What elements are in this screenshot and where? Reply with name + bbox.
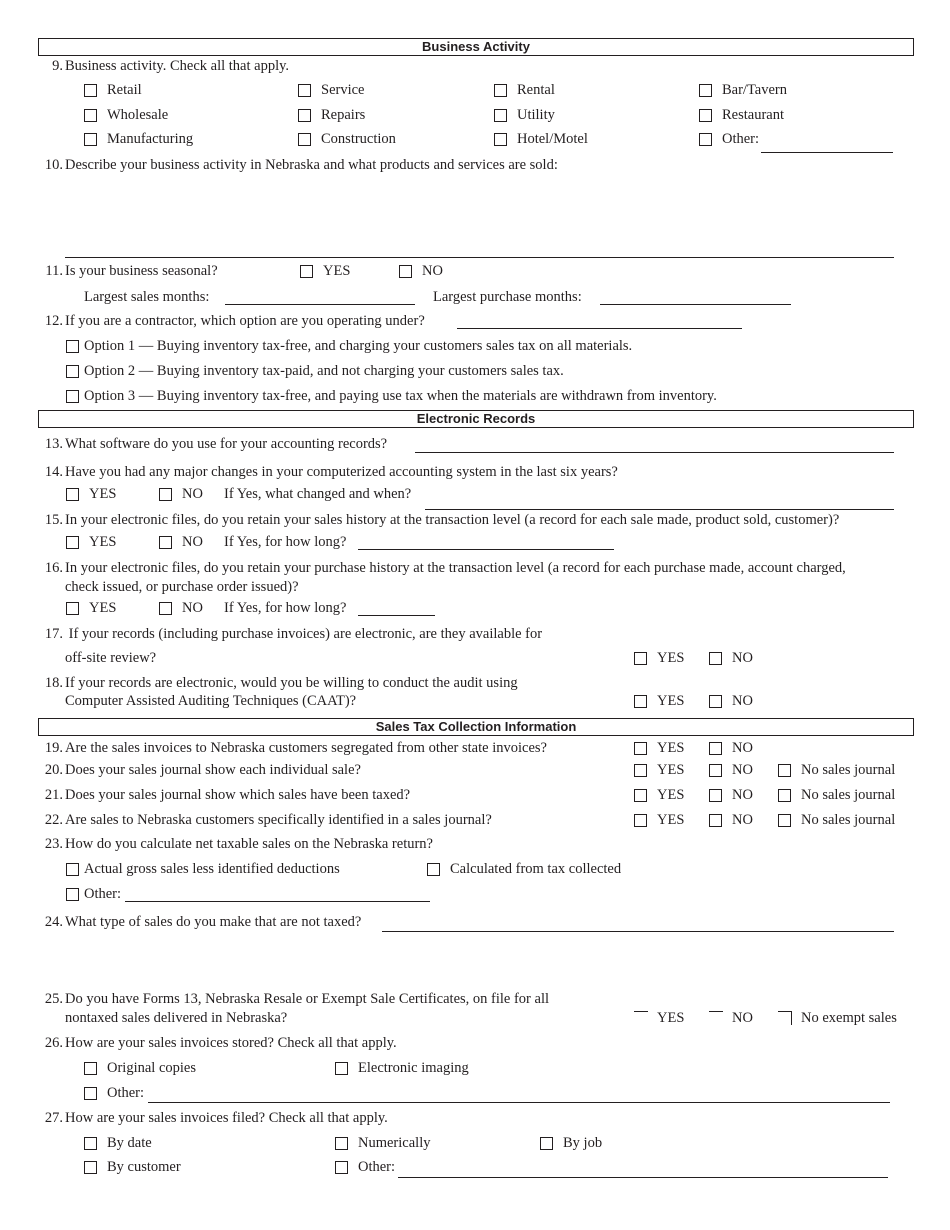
question-text: Does your sales journal show each individual sale? (65, 762, 361, 778)
checkbox-manufacturing[interactable] (84, 133, 97, 146)
label-no: NO (182, 534, 203, 550)
question-text: If you are a contractor, which option are you operating under? (65, 313, 425, 329)
section-header-sales-tax: Sales Tax Collection Information (38, 718, 914, 736)
checkbox-q20-yes[interactable] (634, 764, 647, 777)
label-no: NO (422, 263, 443, 279)
checkbox-q27-other[interactable] (335, 1161, 348, 1174)
label-q27-other: Other: (358, 1159, 396, 1175)
checkbox-construction[interactable] (298, 133, 311, 146)
label-other-activity: Other: (722, 131, 760, 147)
question-17 (37, 626, 542, 643)
option-3-label: Option 3 (84, 388, 136, 404)
checkbox-q21-no[interactable] (709, 789, 722, 802)
question-text: Is your business seasonal? (65, 263, 218, 279)
label-yes: YES (323, 263, 351, 279)
checkbox-utility[interactable] (494, 109, 507, 122)
question-text: Are the sales invoices to Nebraska customers segregated from other state invoices? (65, 740, 547, 756)
label-no: NO (732, 762, 753, 778)
question-number: 14. (44, 464, 63, 480)
question-number: 10. (44, 157, 63, 173)
question-18-line-2: Computer Assisted Auditing Techniques (CAAT)? (65, 693, 357, 709)
question-19 (37, 740, 547, 757)
contractor-option-line[interactable] (457, 328, 742, 329)
question-text-line-1: If your records are electronic, would you be willing to conduct the audit using (65, 675, 518, 691)
question-number: 27. (44, 1110, 63, 1126)
question-text: In your electronic files, do you retain your sales history at the transaction level (a record for each sale made, product sold, customer)? (65, 512, 840, 528)
question-number: 9. (52, 58, 63, 74)
label-actual-gross-sales: Actual gross sales less identified deductions (84, 861, 340, 877)
label-construction: Construction (321, 131, 396, 147)
checkbox-q16-yes[interactable] (66, 602, 79, 615)
checkbox-q19-yes[interactable] (634, 742, 647, 755)
checkbox-actual-gross-sales[interactable] (66, 863, 79, 876)
business-description-line[interactable] (65, 257, 894, 258)
option-3: Option 3 — Buying inventory tax-free, and paying use tax when the materials are withdrawn from inventory. (84, 388, 717, 404)
question-text-line-1: If your records (including purchase invoices) are electronic, are they available for (68, 626, 543, 642)
question-text: Describe your business activity in Nebraska and what products and services are sold: (65, 157, 558, 173)
question-18 (37, 675, 518, 692)
section-header-electronic-records: Electronic Records (38, 410, 914, 428)
checkbox-q17-no[interactable] (709, 652, 722, 665)
label-q26-other: Other: (107, 1085, 145, 1101)
label-repairs: Repairs (321, 107, 366, 123)
label-no: NO (182, 486, 203, 502)
question-14 (37, 464, 618, 481)
label-yes: YES (89, 486, 117, 502)
checkbox-option-2[interactable] (66, 365, 79, 378)
label-yes: YES (657, 812, 685, 828)
question-number: 13. (44, 436, 63, 452)
label-yes: YES (657, 787, 685, 803)
option-3-text: Buying inventory tax-free, and paying use tax when the materials are withdrawn from inventory. (156, 388, 717, 404)
label-retail: Retail (107, 82, 142, 98)
checkbox-q14-no[interactable] (159, 488, 172, 501)
checkbox-q14-yes[interactable] (66, 488, 79, 501)
question-number: 21. (44, 787, 63, 803)
question-27 (37, 1110, 388, 1127)
question-23 (37, 836, 433, 853)
label-no-sales-journal: No sales journal (801, 762, 896, 778)
question-25 (37, 991, 549, 1008)
checkbox-option-1[interactable] (66, 340, 79, 353)
q15-followup-line[interactable] (358, 549, 614, 550)
question-12 (37, 313, 425, 330)
checkbox-option-3[interactable] (66, 390, 79, 403)
checkbox-by-customer[interactable] (84, 1161, 97, 1174)
label-largest-sales-months: Largest sales months: (84, 289, 210, 305)
option-2-text: Buying inventory tax-paid, and not charging your customers sales tax. (156, 363, 564, 379)
label-manufacturing: Manufacturing (107, 131, 194, 147)
label-no: NO (182, 600, 203, 616)
question-text: Are sales to Nebraska customers specifically identified in a sales journal? (65, 812, 492, 828)
checkbox-q22-no[interactable] (709, 814, 722, 827)
checkbox-rental[interactable] (494, 84, 507, 97)
question-text: What type of sales do you make that are not taxed? (65, 914, 362, 930)
label-yes: YES (657, 1010, 685, 1026)
label-electronic-imaging: Electronic imaging (358, 1060, 469, 1076)
question-17-line-2: off-site review? (65, 650, 157, 666)
label-no-sales-journal: No sales journal (801, 787, 896, 803)
option-1-label: Option 1 (84, 338, 136, 354)
question-text-line-1: In your electronic files, do you retain your purchase history at the transaction level (a record for each purchase made, account charged, (65, 560, 846, 576)
checkbox-q23-other[interactable] (66, 888, 79, 901)
label-calculated-from-tax: Calculated from tax collected (450, 861, 622, 877)
label-no: NO (732, 740, 753, 756)
question-22 (37, 812, 492, 829)
label-no-exempt-sales: No exempt sales (801, 1010, 897, 1026)
checkbox-restaurant[interactable] (699, 109, 712, 122)
question-text: Does your sales journal show which sales have been taxed? (65, 787, 411, 803)
section-header-business-activity: Business Activity (38, 38, 914, 56)
checkbox-q15-no[interactable] (159, 536, 172, 549)
label-yes: YES (657, 650, 685, 666)
label-yes: YES (657, 693, 685, 709)
question-text-line-1: Do you have Forms 13, Nebraska Resale or Exempt Sale Certificates, on file for all (65, 991, 550, 1007)
question-13 (37, 436, 387, 453)
checkbox-q26-other[interactable] (84, 1087, 97, 1100)
checkbox-q25-no-exempt-sales[interactable] (778, 1011, 792, 1025)
checkbox-q18-yes[interactable] (634, 695, 647, 708)
question-number: 22. (44, 812, 63, 828)
checkbox-service[interactable] (298, 84, 311, 97)
question-10 (37, 157, 558, 174)
q23-other-line[interactable] (125, 901, 430, 902)
label-yes: YES (657, 762, 685, 778)
question-number: 16. (44, 560, 63, 576)
checkbox-hotel-motel[interactable] (494, 133, 507, 146)
label-by-job: By job (563, 1135, 603, 1151)
question-number: 25. (44, 991, 63, 1007)
label-no: NO (732, 1010, 753, 1026)
checkbox-seasonal-yes[interactable] (300, 265, 313, 278)
checkbox-q21-yes[interactable] (634, 789, 647, 802)
option-2: Option 2 — Buying inventory tax-paid, and not charging your customers sales tax. (84, 363, 564, 379)
label-utility: Utility (517, 107, 555, 123)
checkbox-by-date[interactable] (84, 1137, 97, 1150)
label-numerically: Numerically (358, 1135, 431, 1151)
question-text: How are your sales invoices stored? Check all that apply. (65, 1035, 397, 1051)
q16-followup-line[interactable] (358, 615, 435, 616)
label-by-date: By date (107, 1135, 152, 1151)
label-yes: YES (657, 740, 685, 756)
checkbox-original-copies[interactable] (84, 1062, 97, 1075)
label-by-customer: By customer (107, 1159, 181, 1175)
checkbox-wholesale[interactable] (84, 109, 97, 122)
option-1: Option 1 — Buying inventory tax-free, and charging your customers sales tax on all materials. (84, 338, 633, 354)
largest-purchase-months-line[interactable] (600, 304, 791, 305)
label-rental: Rental (517, 82, 555, 98)
question-number: 23. (44, 836, 63, 852)
question-9 (37, 58, 289, 75)
checkbox-q19-no[interactable] (709, 742, 722, 755)
q27-other-line[interactable] (398, 1177, 888, 1178)
label-no: NO (732, 693, 753, 709)
label-no-sales-journal: No sales journal (801, 812, 896, 828)
label-no: NO (732, 787, 753, 803)
question-25-line-2: nontaxed sales delivered in Nebraska? (65, 1010, 288, 1026)
question-text: How are your sales invoices filed? Check all that apply. (65, 1110, 388, 1126)
option-1-text: Buying inventory tax-free, and charging your customers sales tax on all materials. (156, 338, 633, 354)
question-11 (37, 263, 218, 280)
label-original-copies: Original copies (107, 1060, 196, 1076)
label-restaurant: Restaurant (722, 107, 785, 123)
question-number: 26. (44, 1035, 63, 1051)
checkbox-q17-yes[interactable] (634, 652, 647, 665)
nontaxed-sales-line[interactable] (382, 931, 894, 932)
label-q23-other: Other: (84, 886, 122, 902)
checkbox-calculated-from-tax[interactable] (427, 863, 440, 876)
question-15 (37, 512, 839, 529)
checkbox-q25-yes[interactable] (634, 1011, 648, 1025)
label-no: NO (732, 812, 753, 828)
label-q14-followup: If Yes, what changed and when? (224, 486, 412, 502)
question-24 (37, 914, 361, 931)
question-number: 19. (44, 740, 63, 756)
checkbox-q25-no[interactable] (709, 1011, 723, 1025)
label-q15-followup: If Yes, for how long? (224, 534, 347, 550)
label-no: NO (732, 650, 753, 666)
question-text: Business activity. Check all that apply. (65, 58, 290, 74)
question-text: How do you calculate net taxable sales on the Nebraska return? (65, 836, 433, 852)
checkbox-bar-tavern[interactable] (699, 84, 712, 97)
label-service: Service (321, 82, 365, 98)
checkbox-retail[interactable] (84, 84, 97, 97)
checkbox-q21-no-sales-journal[interactable] (778, 789, 791, 802)
question-number: 17. (44, 626, 63, 642)
checkbox-electronic-imaging[interactable] (335, 1062, 348, 1075)
question-number: 11. (45, 263, 63, 279)
label-largest-purchase-months: Largest purchase months: (433, 289, 582, 305)
label-bar-tavern: Bar/Tavern (722, 82, 788, 98)
label-wholesale: Wholesale (107, 107, 169, 123)
accounting-software-line[interactable] (415, 452, 894, 453)
checkbox-q20-no[interactable] (709, 764, 722, 777)
question-number: 15. (44, 512, 63, 528)
question-text: What software do you use for your accounting records? (65, 436, 388, 452)
question-20 (37, 762, 361, 779)
question-text: Have you had any major changes in your computerized accounting system in the last six years? (65, 464, 618, 480)
checkbox-q20-no-sales-journal[interactable] (778, 764, 791, 777)
question-16 (37, 560, 846, 577)
question-number: 24. (44, 914, 63, 930)
question-number: 12. (44, 313, 63, 329)
checkbox-other-activity[interactable] (699, 133, 712, 146)
checkbox-q18-no[interactable] (709, 695, 722, 708)
q14-followup-line[interactable] (425, 509, 894, 510)
question-number: 18. (44, 675, 63, 691)
checkbox-numerically[interactable] (335, 1137, 348, 1150)
q26-other-line[interactable] (148, 1102, 890, 1103)
label-yes: YES (89, 600, 117, 616)
checkbox-q16-no[interactable] (159, 602, 172, 615)
question-number: 20. (44, 762, 63, 778)
other-activity-line[interactable] (761, 152, 893, 153)
label-yes: YES (89, 534, 117, 550)
question-21 (37, 787, 410, 804)
question-26 (37, 1035, 397, 1052)
checkbox-by-job[interactable] (540, 1137, 553, 1150)
checkbox-q22-yes[interactable] (634, 814, 647, 827)
checkbox-q22-no-sales-journal[interactable] (778, 814, 791, 827)
checkbox-repairs[interactable] (298, 109, 311, 122)
label-q16-followup: If Yes, for how long? (224, 600, 347, 616)
question-16-line-2: check issued, or purchase order issued)? (65, 579, 299, 595)
largest-sales-months-line[interactable] (225, 304, 415, 305)
checkbox-q15-yes[interactable] (66, 536, 79, 549)
label-hotel-motel: Hotel/Motel (517, 131, 588, 147)
checkbox-seasonal-no[interactable] (399, 265, 412, 278)
option-2-label: Option 2 (84, 363, 136, 379)
